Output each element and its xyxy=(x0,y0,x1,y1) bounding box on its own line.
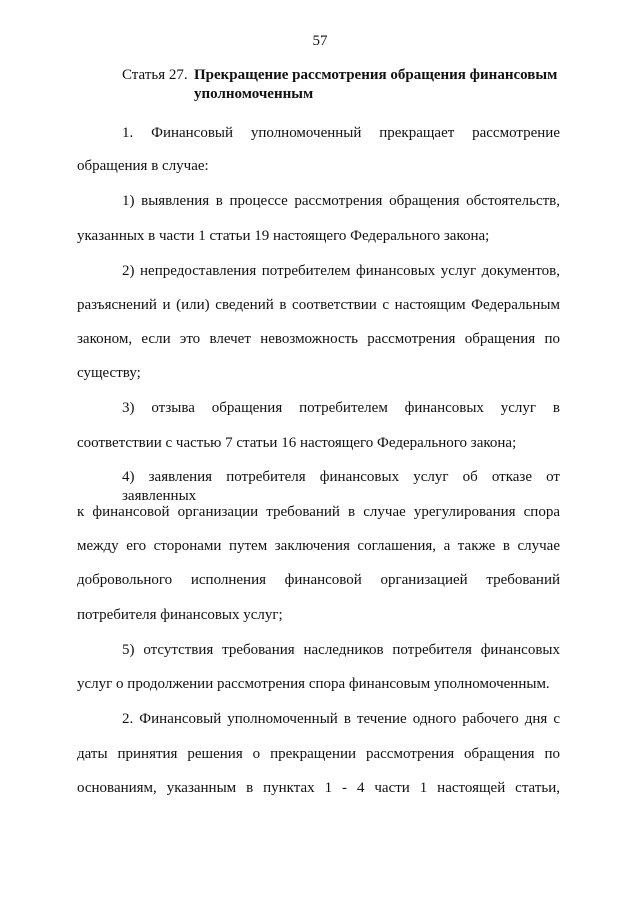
article-title-line: уполномоченным xyxy=(194,86,314,102)
text-line: обращения в случае: xyxy=(77,158,209,174)
article-number: Статья 27. xyxy=(122,67,188,83)
text-line: 4) заявления потребителя финансовых услуг об отказе от заявленных xyxy=(122,469,560,504)
text-line: между его сторонами путем заключения соглашения, а также в случае xyxy=(77,538,560,554)
text-line: потребителя финансовых услуг; xyxy=(77,607,283,623)
text-line: добровольного исполнения финансовой организацией требований xyxy=(77,572,560,588)
text-line: основаниям, указанным в пунктах 1 - 4 части 1 настоящей статьи, xyxy=(77,780,560,796)
text-line: соответствии с частью 7 статьи 16 настоящего Федерального закона; xyxy=(77,435,517,451)
text-line: даты принятия решения о прекращении рассмотрения обращения по xyxy=(77,746,560,762)
text-line: 3) отзыва обращения потребителем финансовых услуг в xyxy=(122,400,560,416)
text-line: указанных в части 1 статьи 19 настоящего Федерального закона; xyxy=(77,228,490,244)
page-number: 57 xyxy=(312,33,328,49)
text-line: 1. Финансовый уполномоченный прекращает рассмотрение xyxy=(122,125,560,141)
text-line: разъяснений и (или) сведений в соответствии с настоящим Федеральным xyxy=(77,297,560,313)
text-line: услуг о продолжении рассмотрения спора финансовым уполномоченным. xyxy=(77,676,550,692)
text-line: 1) выявления в процессе рассмотрения обращения обстоятельств, xyxy=(122,193,560,209)
text-line: 5) отсутствия требования наследников потребителя финансовых xyxy=(122,642,560,658)
text-line: 2) непредоставления потребителем финансовых услуг документов, xyxy=(122,263,560,279)
text-line: к финансовой организации требований в случае урегулирования спора xyxy=(77,504,560,520)
text-line: существу; xyxy=(77,365,141,381)
article-title-line: Прекращение рассмотрения обращения финансовым xyxy=(194,67,558,83)
text-line: 2. Финансовый уполномоченный в течение одного рабочего дня с xyxy=(122,711,560,727)
article-title xyxy=(194,66,586,104)
text-line: законом, если это влечет невозможность рассмотрения обращения по xyxy=(77,331,560,347)
